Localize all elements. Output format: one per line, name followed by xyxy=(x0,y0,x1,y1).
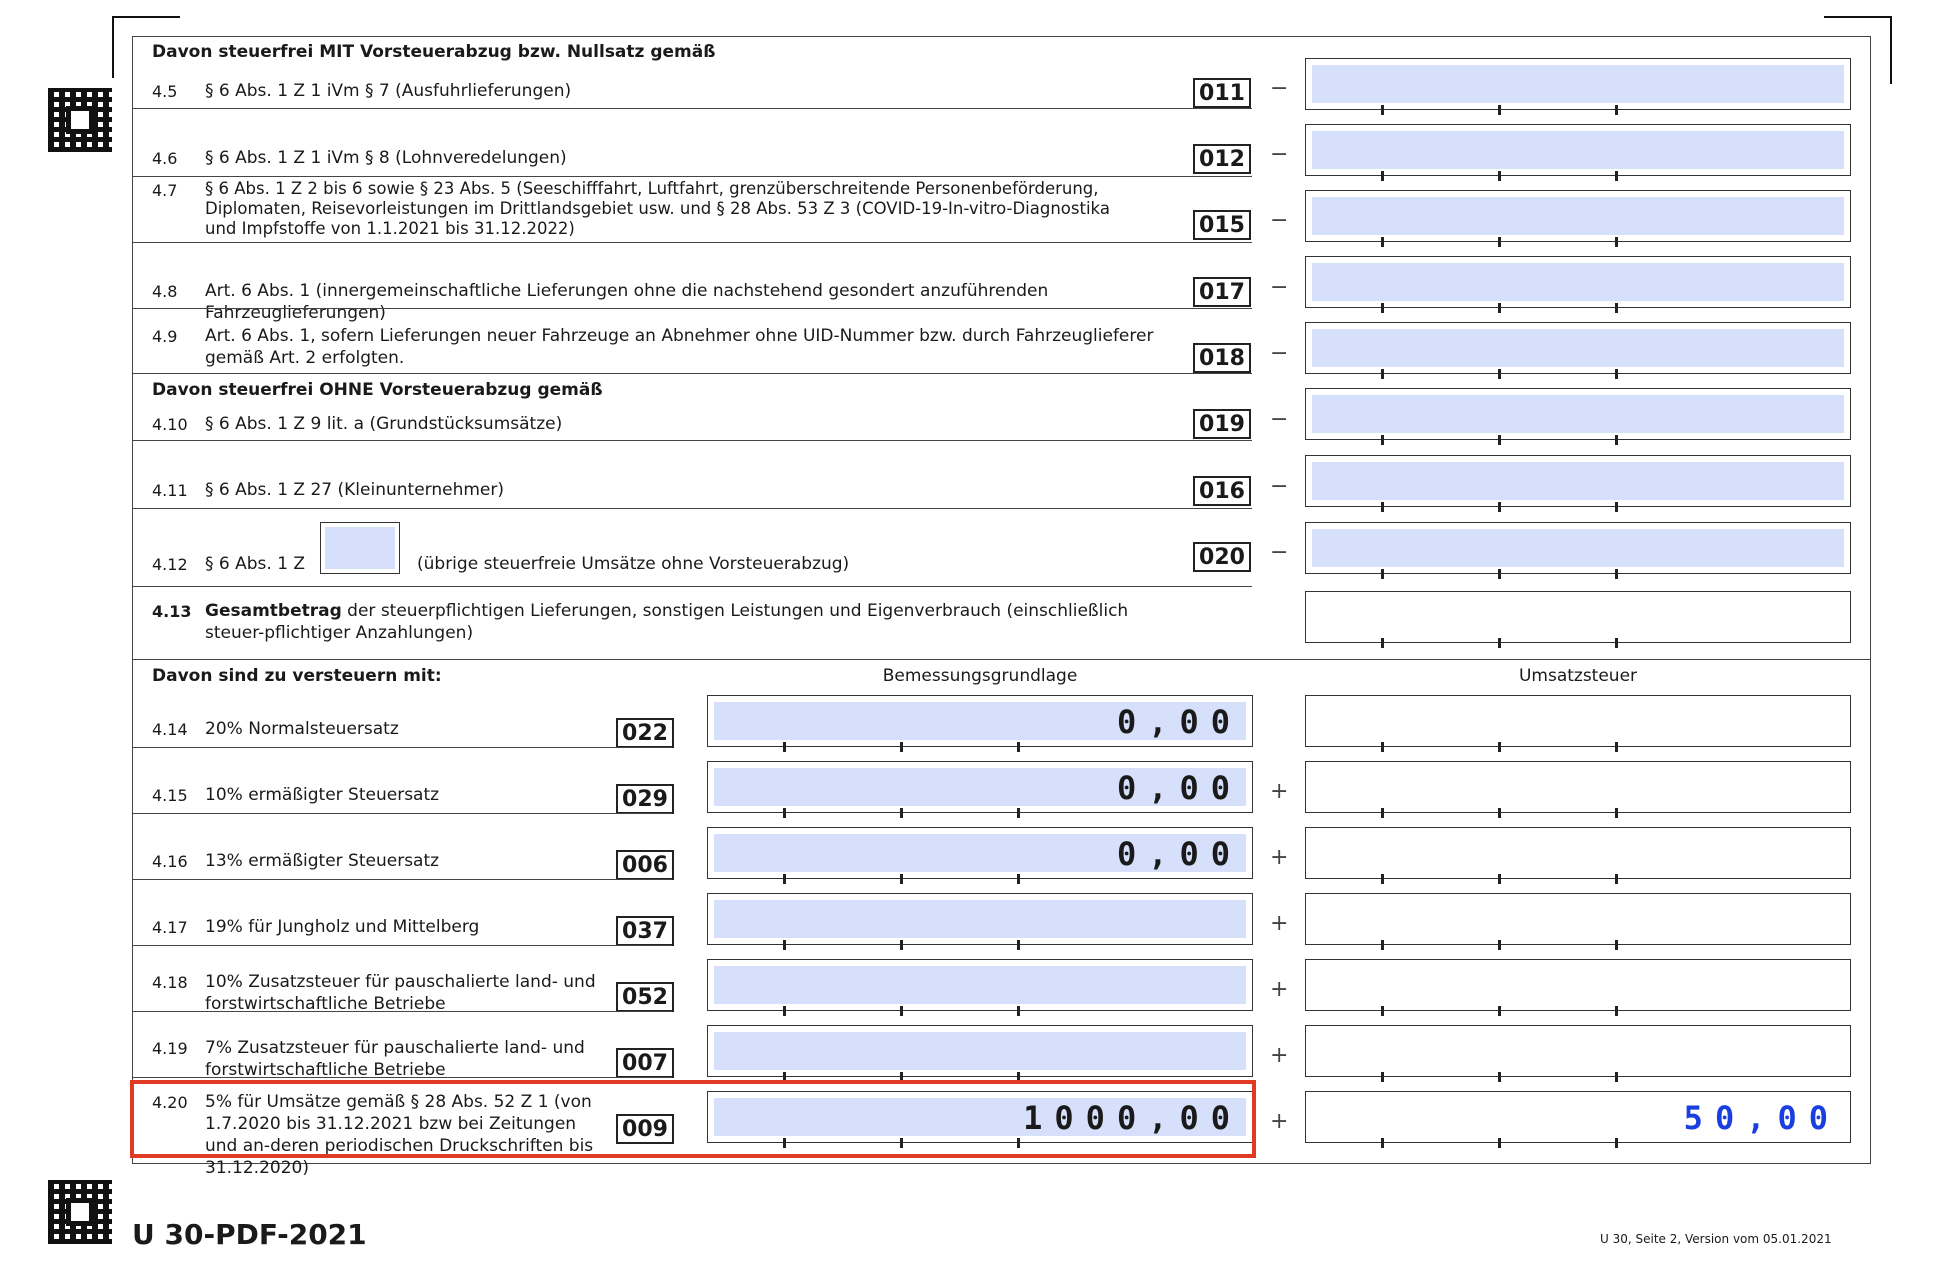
row-number: 4.6 xyxy=(152,149,178,168)
code-box: 006 xyxy=(616,850,674,880)
minus-sign: − xyxy=(1270,474,1289,499)
tax-amount-field[interactable] xyxy=(1305,761,1851,813)
code-box: 009 xyxy=(616,1114,674,1144)
plus-sign: + xyxy=(1270,977,1289,1002)
code-box: 037 xyxy=(616,916,674,946)
frame-left xyxy=(132,36,133,1164)
row-text: § 6 Abs. 1 Z 2 bis 6 sowie § 23 Abs. 5 (Seeschifffahrt, Luftfahrt, grenzüberschreitende Personenbeförderung, Diplomaten, Reisevorleistungen im Drittlandsgebiet usw. und § 28 Abs. 53 Z 3 (COVID-19-In-vitro-Diagnostika und Impfstoffe von 1.1.2021 bis 31.12.2022) xyxy=(205,179,1110,238)
code-box: 016 xyxy=(1193,476,1251,506)
z-number-field[interactable] xyxy=(320,522,400,574)
row-number: 4.13 xyxy=(152,602,192,621)
amount-field[interactable] xyxy=(1305,455,1851,507)
row-number: 4.20 xyxy=(152,1093,188,1112)
row-number: 4.14 xyxy=(152,720,188,739)
row-number: 4.5 xyxy=(152,82,178,101)
plus-sign: + xyxy=(1270,779,1289,804)
amount-field[interactable] xyxy=(1305,322,1851,374)
row-divider xyxy=(132,879,672,880)
row-text: § 6 Abs. 1 Z 27 (Kleinunternehmer) xyxy=(205,480,504,500)
code-box: 007 xyxy=(616,1048,674,1078)
minus-sign: − xyxy=(1270,275,1289,300)
tax-amount-field[interactable] xyxy=(1305,1091,1851,1143)
version-info: U 30, Seite 2, Version vom 05.01.2021 xyxy=(1600,1232,1832,1246)
frame-right xyxy=(1870,36,1871,1164)
base-amount-field[interactable] xyxy=(707,959,1253,1011)
base-amount-field[interactable] xyxy=(707,695,1253,747)
row-text-rest: der steuerpflichtigen Lieferungen, sonstigen Leistungen und Eigenverbrauch (einschließlich steuer-pflichtiger Anzahlungen) xyxy=(205,601,1129,643)
code-box: 020 xyxy=(1193,542,1251,572)
row-text: 5% für Umsätze gemäß § 28 Abs. 52 Z 1 (von 1.7.2020 bis 31.12.2021 bzw bei Zeitungen und an-deren periodischen Druckschriften bis 31.12.2020) xyxy=(205,1092,594,1178)
minus-sign: − xyxy=(1270,208,1289,233)
tax-amount-field[interactable] xyxy=(1305,959,1851,1011)
column-header-tax: Umsatzsteuer xyxy=(1518,666,1638,686)
row-text xyxy=(205,600,1155,644)
amount-field[interactable] xyxy=(1305,256,1851,308)
row-divider xyxy=(132,1011,672,1012)
row-text: § 6 Abs. 1 Z 1 iVm § 8 (Lohnveredelungen) xyxy=(205,148,567,168)
tax-amount-field[interactable] xyxy=(1305,893,1851,945)
code-box: 019 xyxy=(1193,409,1251,439)
plus-sign: + xyxy=(1270,1109,1289,1134)
plus-sign: + xyxy=(1270,1043,1289,1068)
base-amount-value: 0,00 xyxy=(1116,835,1242,873)
amount-field[interactable] xyxy=(1305,58,1851,110)
amount-field[interactable] xyxy=(1305,522,1851,574)
frame-top xyxy=(132,36,1870,37)
total-field[interactable] xyxy=(1305,591,1851,643)
row-text: 13% ermäßigter Steuersatz xyxy=(205,851,440,871)
row-text: 19% für Jungholz und Mittelberg xyxy=(205,917,480,937)
section-heading-ohne: Davon steuerfrei OHNE Vorsteuerabzug gemäß xyxy=(152,380,603,400)
base-amount-field[interactable] xyxy=(707,761,1253,813)
code-box: 015 xyxy=(1193,210,1251,240)
minus-sign: − xyxy=(1270,142,1289,167)
code-box: 012 xyxy=(1193,144,1251,174)
row-number: 4.17 xyxy=(152,918,188,937)
row-number: 4.12 xyxy=(152,555,188,574)
tax-amount-field[interactable] xyxy=(1305,1025,1851,1077)
plus-sign: + xyxy=(1270,911,1289,936)
row-number: 4.7 xyxy=(152,181,178,200)
row-text: Art. 6 Abs. 1, sofern Lieferungen neuer Fahrzeuge an Abnehmer ohne UID-Nummer bzw. durch Fahrzeuglieferer gemäß Art. 2 erfolgten. xyxy=(205,326,1154,368)
row-divider xyxy=(132,747,672,748)
highlight-frame xyxy=(130,1080,1256,1158)
row-number: 4.8 xyxy=(152,282,178,301)
row-number: 4.11 xyxy=(152,481,188,500)
plus-sign: + xyxy=(1270,845,1289,870)
row-text: § 6 Abs. 1 Z xyxy=(205,554,306,574)
minus-sign: − xyxy=(1270,407,1289,432)
row-text: 20% Normalsteuersatz xyxy=(205,719,399,739)
row-divider xyxy=(132,1077,672,1078)
row-number: 4.18 xyxy=(152,973,188,992)
qr-code-top-icon xyxy=(48,88,112,152)
code-box: 029 xyxy=(616,784,674,814)
tax-amount-value: 50,00 xyxy=(1683,1099,1840,1137)
minus-sign: − xyxy=(1270,76,1289,101)
section-heading-versteuern: Davon sind zu versteuern mit: xyxy=(152,666,442,686)
row-number: 4.19 xyxy=(152,1039,188,1058)
code-box: 011 xyxy=(1193,78,1251,108)
row-text-bold: Gesamtbetrag xyxy=(205,601,342,621)
base-amount-field[interactable] xyxy=(707,893,1253,945)
row-text: § 6 Abs. 1 Z 1 iVm § 7 (Ausfuhrlieferungen) xyxy=(205,81,572,101)
code-box: 022 xyxy=(616,718,674,748)
amount-field[interactable] xyxy=(1305,124,1851,176)
base-amount-value: 0,00 xyxy=(1116,703,1242,741)
minus-sign: − xyxy=(1270,540,1289,565)
base-amount-value: 1000,00 xyxy=(1023,1099,1242,1137)
row-divider xyxy=(132,813,672,814)
column-header-base: Bemessungsgrundlage xyxy=(882,666,1078,686)
row-divider xyxy=(132,945,672,946)
minus-sign: − xyxy=(1270,341,1289,366)
code-box: 017 xyxy=(1193,277,1251,307)
code-box: 052 xyxy=(616,982,674,1012)
qr-code-bottom-icon xyxy=(48,1180,112,1244)
form-title: U 30-PDF-2021 xyxy=(132,1218,367,1251)
base-amount-field[interactable] xyxy=(707,1025,1253,1077)
row-number: 4.10 xyxy=(152,415,188,434)
row-number: 4.16 xyxy=(152,852,188,871)
section-heading-mit: Davon steuerfrei MIT Vorsteuerabzug bzw. Nullsatz gemäß xyxy=(152,42,716,62)
row-number: 4.9 xyxy=(152,327,178,346)
row-text-suffix: (übrige steuerfreie Umsätze ohne Vorsteuerabzug) xyxy=(417,554,850,574)
base-amount-field[interactable] xyxy=(707,827,1253,879)
row-number: 4.15 xyxy=(152,786,188,805)
code-box: 018 xyxy=(1193,343,1251,373)
amount-field[interactable] xyxy=(1305,190,1851,242)
row-text: 7% Zusatzsteuer für pauschalierte land- und forstwirtschaftliche Betriebe xyxy=(205,1038,585,1080)
row-text: Art. 6 Abs. 1 (innergemeinschaftliche Lieferungen ohne die nachstehend gesondert anzuführenden Fahrzeuglieferungen) xyxy=(205,281,1049,323)
row-text: 10% ermäßigter Steuersatz xyxy=(205,785,440,805)
base-amount-value: 0,00 xyxy=(1116,769,1242,807)
row-text: § 6 Abs. 1 Z 9 lit. a (Grundstücksumsätze) xyxy=(205,414,563,434)
amount-field[interactable] xyxy=(1305,388,1851,440)
tax-amount-field[interactable] xyxy=(1305,695,1851,747)
tax-amount-field[interactable] xyxy=(1305,827,1851,879)
row-text: 10% Zusatzsteuer für pauschalierte land- und forstwirtschaftliche Betriebe xyxy=(205,972,596,1014)
